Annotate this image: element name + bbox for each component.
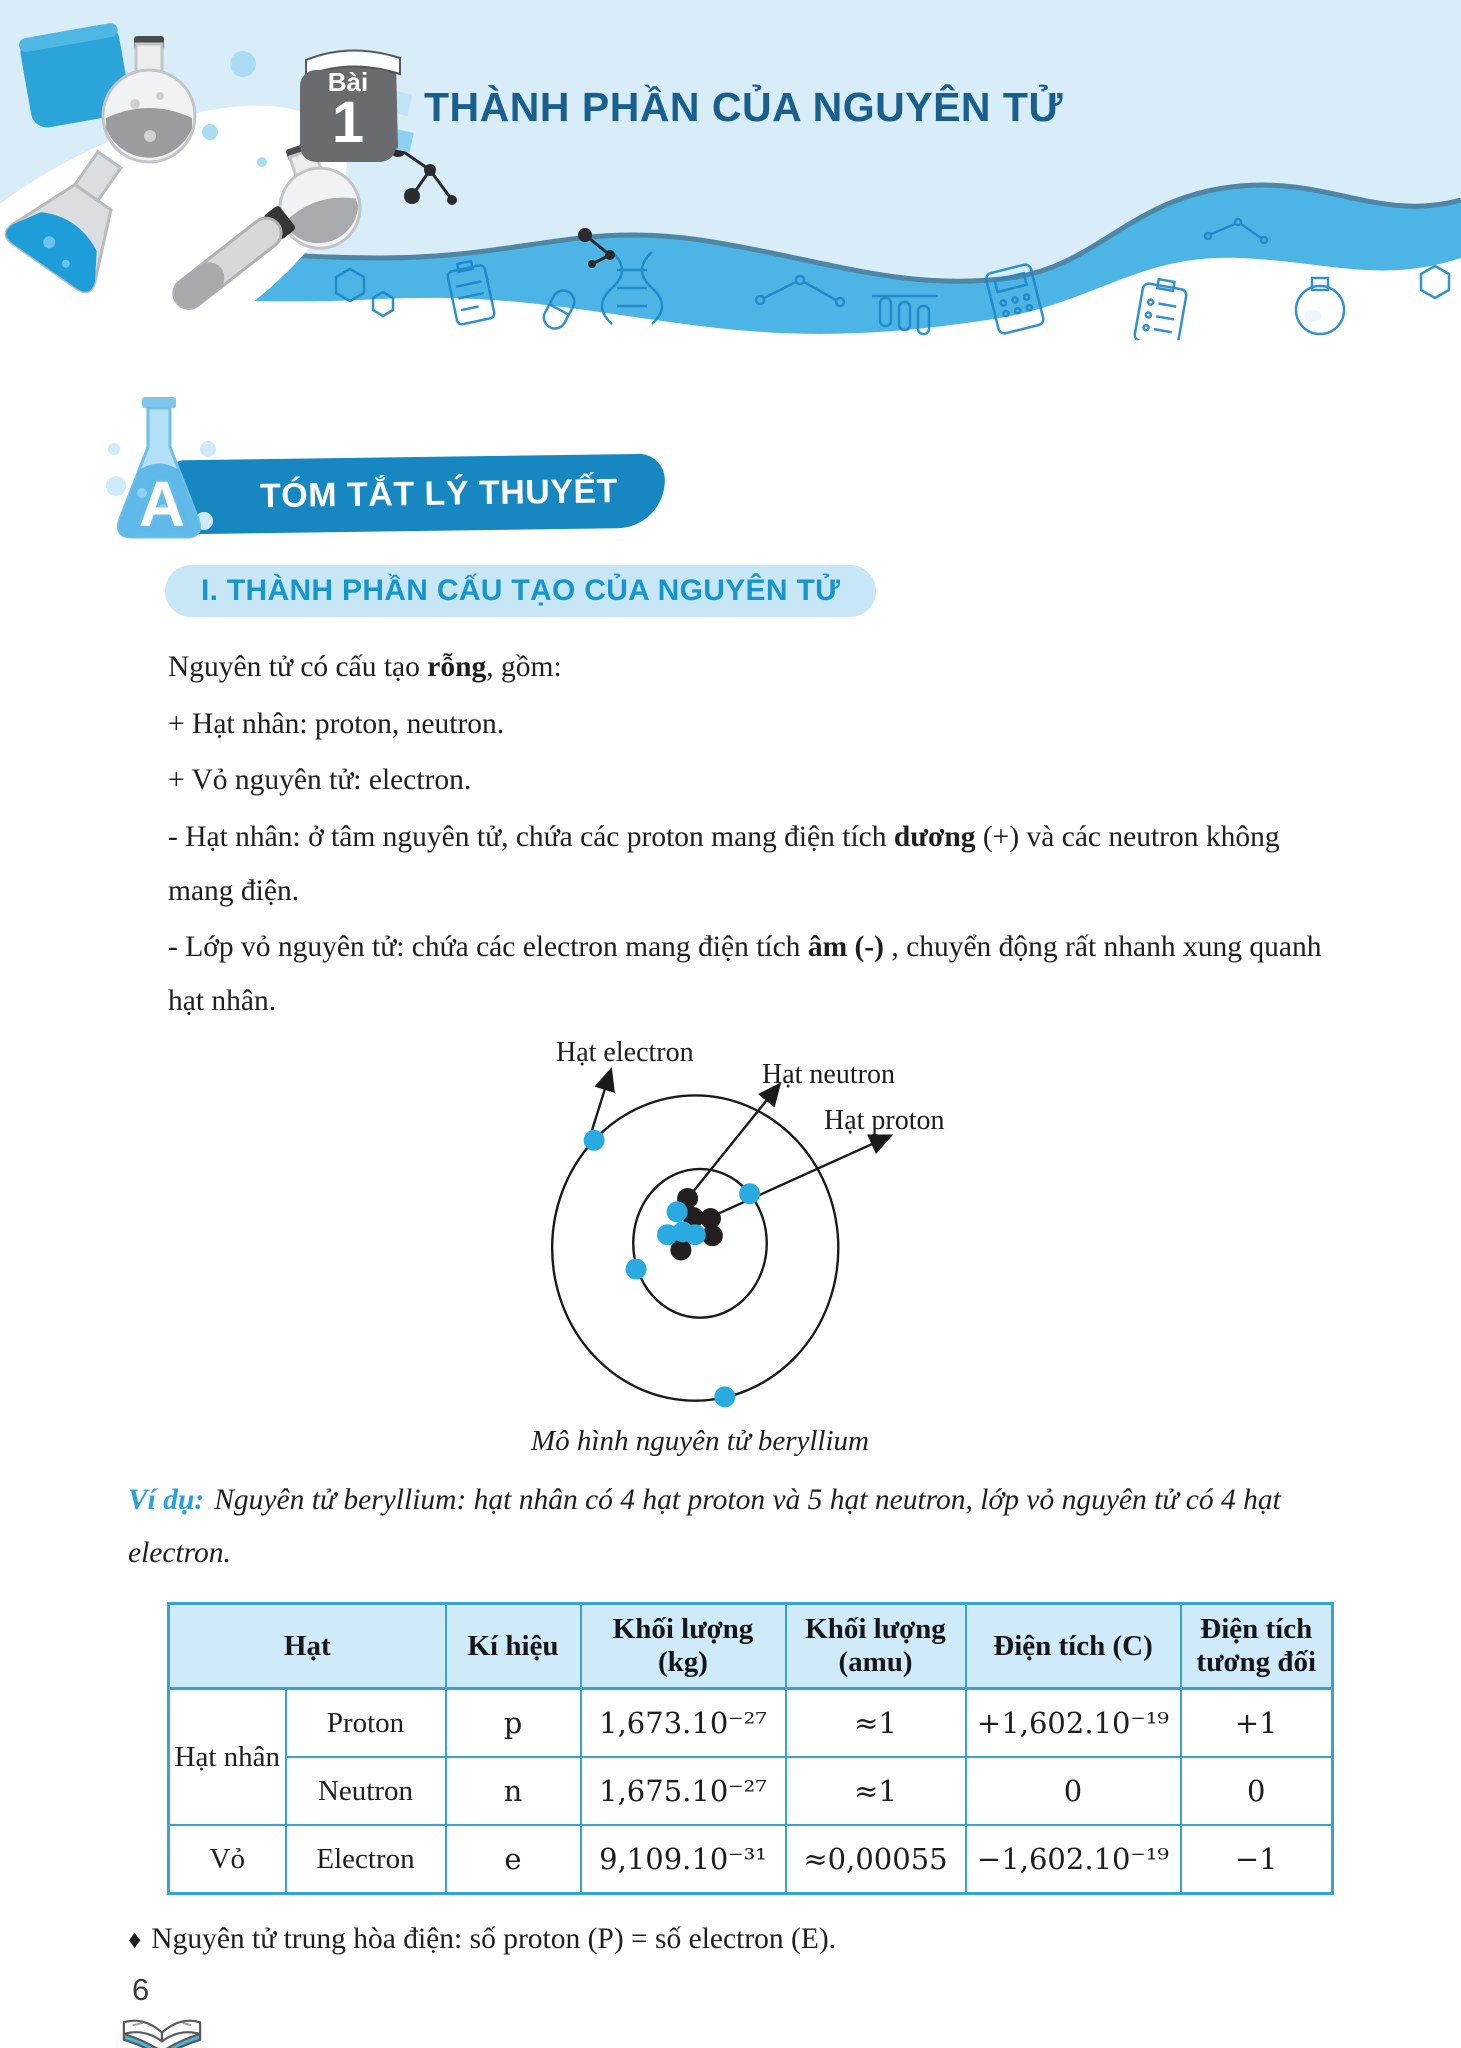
col-header-particle: Hạt	[169, 1604, 446, 1689]
table-row: Hạt nhân Proton p 1,673.10⁻²⁷ ≈1 +1,602.10⁻¹⁹ +1	[169, 1689, 1333, 1758]
section-a-banner	[172, 454, 666, 535]
section-a-title: TÓM TẮT LÝ THUYẾT	[259, 471, 619, 515]
theory-content	[168, 641, 1346, 1029]
example-paragraph	[128, 1474, 1346, 1580]
page-title: THÀNH PHẦN CỦA NGUYÊN TỬ	[424, 84, 1063, 130]
section-a	[0, 385, 1461, 555]
atom-model-diagram	[420, 1036, 980, 1415]
header-decoration-art	[0, 0, 1461, 340]
electron-dots	[584, 1130, 760, 1408]
table-header-row	[169, 1604, 1333, 1689]
col-header-mass-amu: Khối lượng (amu)	[786, 1604, 966, 1689]
col-header-charge-rel: Điện tích tương đối	[1181, 1604, 1333, 1689]
neutron-arrow	[688, 1086, 779, 1199]
neutron-label: Hạt neutron	[762, 1058, 895, 1090]
col-header-mass-kg: Khối lượng (kg)	[581, 1604, 786, 1689]
group-cell-nucleus: Hạt nhân	[169, 1689, 286, 1826]
theory-bullet-nucleus: + Hạt nhân: proton, neutron.	[168, 707, 505, 740]
table-row: Neutron n 1,675.10⁻²⁷ ≈1 0 0	[169, 1757, 1333, 1825]
diamond-bullet-icon: ♦	[128, 1925, 142, 1954]
theory-paragraph-shell: - Lớp vỏ nguyên tử: chứa các electron mang điện tích âm (-) , chuyển động rất nhanh xung quanh hạt nhân.	[168, 931, 1322, 1018]
theory-paragraph-nucleus: - Hạt nhân: ở tâm nguyên tử, chứa các proton mang điện tích dương (+) và các neutron không mang điện.	[168, 821, 1280, 907]
lesson-badge-label: Bài	[327, 67, 369, 97]
group-cell-shell: Vỏ	[169, 1825, 286, 1894]
page-header	[0, 0, 1461, 340]
lesson-badge-number: 1	[331, 90, 365, 155]
col-header-charge-c: Điện tích (C)	[966, 1604, 1181, 1689]
example-text: Nguyên tử beryllium: hạt nhân có 4 hạt proton và 5 hạt neutron, lớp vỏ nguyên tử có 4 hạt electron.	[128, 1483, 1281, 1569]
open-book-icon	[118, 2010, 206, 2048]
page-number: 6	[132, 1972, 150, 2007]
example-label: Ví dụ:	[128, 1483, 205, 1516]
proton-label: Hạt proton	[824, 1104, 945, 1136]
page-footer	[118, 1972, 1461, 2048]
col-header-symbol: Kí hiệu	[446, 1604, 581, 1689]
electron-arrow	[591, 1071, 610, 1132]
lesson-badge	[296, 46, 400, 164]
atom-model-art	[420, 1043, 980, 1415]
section-1-heading: I. THÀNH PHẦN CẤU TẠO CỦA NGUYÊN TỬ	[165, 565, 876, 617]
table-row: Vỏ Electron e 9,109.10⁻³¹ ≈0,00055 −1,602.10⁻¹⁹ −1	[169, 1825, 1333, 1894]
theory-bullet-shell: + Vỏ nguyên tử: electron.	[168, 764, 472, 797]
section-a-letter: A	[138, 468, 186, 540]
particles-table	[167, 1602, 1334, 1895]
theory-intro: Nguyên tử có cấu tạo rỗng, gồm:	[168, 651, 562, 683]
diagram-caption: Mô hình nguyên tử beryllium	[531, 1424, 869, 1457]
electron-label: Hạt electron	[556, 1036, 694, 1068]
neutrality-note: ♦ Nguyên tử trung hòa điện: số proton (P) = số electron (E).	[128, 1923, 837, 1955]
flask-icon	[102, 391, 222, 551]
